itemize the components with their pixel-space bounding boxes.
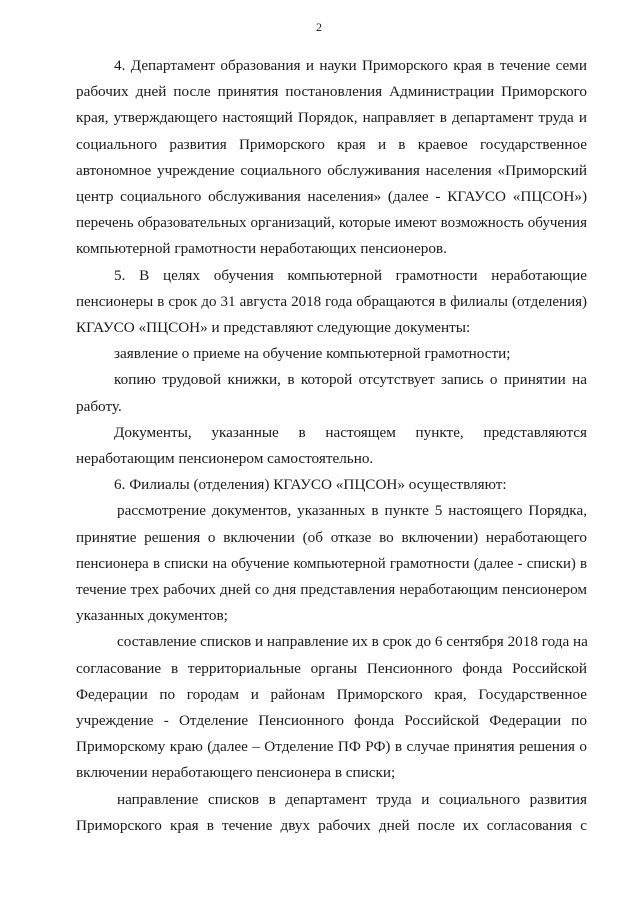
text-line: социального развития Приморского края и в краевое государственное [76,135,587,153]
text-line: КГАУСО «ПЦСОН» и представляют следующие документы: [76,319,471,336]
text-line: 5. В целях обучения компьютерной грамотности неработающие [114,266,587,284]
text-line: перечень образовательных организаций, которые имеют возможность обучения [76,215,587,232]
text-line: рассмотрение документов, указанных в пункте 5 настоящего Порядка, [117,502,587,520]
text-line: заявление о приеме на обучение компьютерной грамотности; [114,345,511,363]
text-line: согласование в территориальные органы Пенсионного фонда Российской [76,659,587,677]
text-line: копию трудовой книжки, в которой отсутствует запись о принятии на [114,371,587,389]
text-line: края, утверждающего настоящий Порядок, направляет в департамент труда и [76,109,587,127]
text-line: направление списков в департамент труда и социального развития [117,790,587,808]
text-line: принятие решения о включении (об отказе во включении) неработающего [76,528,587,546]
page-number: 2 [316,20,322,34]
text-line: учреждение - Отделение Пенсионного фонда Российской Федерации по [76,712,587,729]
text-line: Документы, указанные в настоящем пункте, представляются [114,423,587,441]
text-line: компьютерной грамотности неработающих пенсионеров. [76,240,447,258]
text-line: пенсионера в списки на обучение компьютерной грамотности (далее - списки) в [76,555,587,572]
text-line: указанных документов; [76,607,228,625]
text-line: течение трех рабочих дней со дня представления неработающим пенсионером [76,581,587,598]
text-line: 4. Департамент образования и науки Приморского края в течение семи [114,57,587,74]
text-line: пенсионеры в срок до 31 августа 2018 года обращаются в филиалы (отделения) [76,293,587,310]
text-line: неработающим пенсионером самостоятельно. [76,450,374,467]
text-line: автономное учреждение социального обслуживания населения «Приморский [76,161,587,179]
text-line: Федерации по городам и районам Приморского края, Государственное [76,685,587,703]
text-line: рабочих дней после принятия постановления Администрации Приморского [76,83,587,101]
text-line: Приморского края в течение двух рабочих дней после их согласования с [76,816,587,834]
text-line: 6. Филиалы (отделения) КГАУСО «ПЦСОН» осуществляют: [114,476,507,494]
text-line: работу. [76,397,122,415]
text-line: центр социального обслуживания населения» (далее - КГАУСО «ПЦСОН») [76,188,587,205]
text-line: Приморскому краю (далее – Отделение ПФ РФ) в случае принятия решения о [76,738,587,756]
text-line: составление списков и направление их в срок до 6 сентября 2018 года на [117,633,588,651]
text-line: включении неработающего пенсионера в списки; [76,764,396,782]
